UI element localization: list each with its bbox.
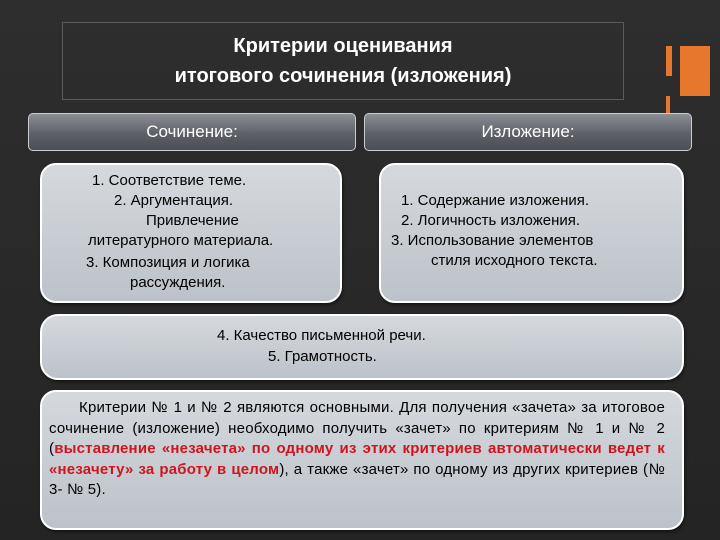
title-box bbox=[62, 22, 624, 100]
essay-criterion-1: 1. Соответствие теме. bbox=[92, 172, 247, 189]
accent-block bbox=[680, 46, 710, 96]
note-highlight: выставление «незачета» по одному из этих критериев автоматически ведет к «незачету» за работу в целом bbox=[49, 440, 665, 478]
common-criteria-card bbox=[40, 314, 684, 380]
essay-criterion-2: 2. Аргументация. bbox=[114, 192, 234, 209]
summary-criterion-2: 2. Логичность изложения. bbox=[401, 212, 581, 229]
summary-criteria-card bbox=[379, 163, 684, 303]
criteria-note-card bbox=[40, 390, 684, 530]
essay-criterion-2-line-2: Привлечение bbox=[146, 212, 239, 229]
note-part-2: ), а также «зачет» по одному из других критериев (№ 3- № 5). bbox=[49, 460, 665, 498]
common-criterion-5: 5. Грамотность. bbox=[268, 348, 377, 365]
summary-header: Изложение: bbox=[364, 113, 692, 151]
page-title-line-1: Критерии оценивания bbox=[233, 35, 453, 57]
essay-criterion-3-line-2: рассуждения. bbox=[130, 274, 226, 291]
note-part-1: Критерии № 1 и № 2 являются основными. Для получения «зачета» за итоговое сочинение (изложение) необходимо получить «зачет» по критериям № 1 и № 2 ( bbox=[49, 399, 665, 457]
criteria-note-text bbox=[49, 398, 665, 501]
summary-criterion-1: 1. Содержание изложения. bbox=[401, 192, 590, 209]
page-title-line-2: итогового сочинения (изложения) bbox=[174, 65, 512, 87]
essay-criterion-3: 3. Композиция и логика bbox=[86, 254, 250, 271]
summary-criterion-3: 3. Использование элементов bbox=[391, 232, 594, 249]
accent-bar bbox=[666, 46, 672, 76]
common-criterion-4: 4. Качество письменной речи. bbox=[217, 327, 426, 344]
summary-criterion-3-line-2: стиля исходного текста. bbox=[431, 252, 598, 269]
essay-criterion-2-line-3: литературного материала. bbox=[88, 232, 274, 249]
essay-header: Сочинение: bbox=[28, 113, 356, 151]
essay-criteria-card bbox=[40, 163, 342, 303]
